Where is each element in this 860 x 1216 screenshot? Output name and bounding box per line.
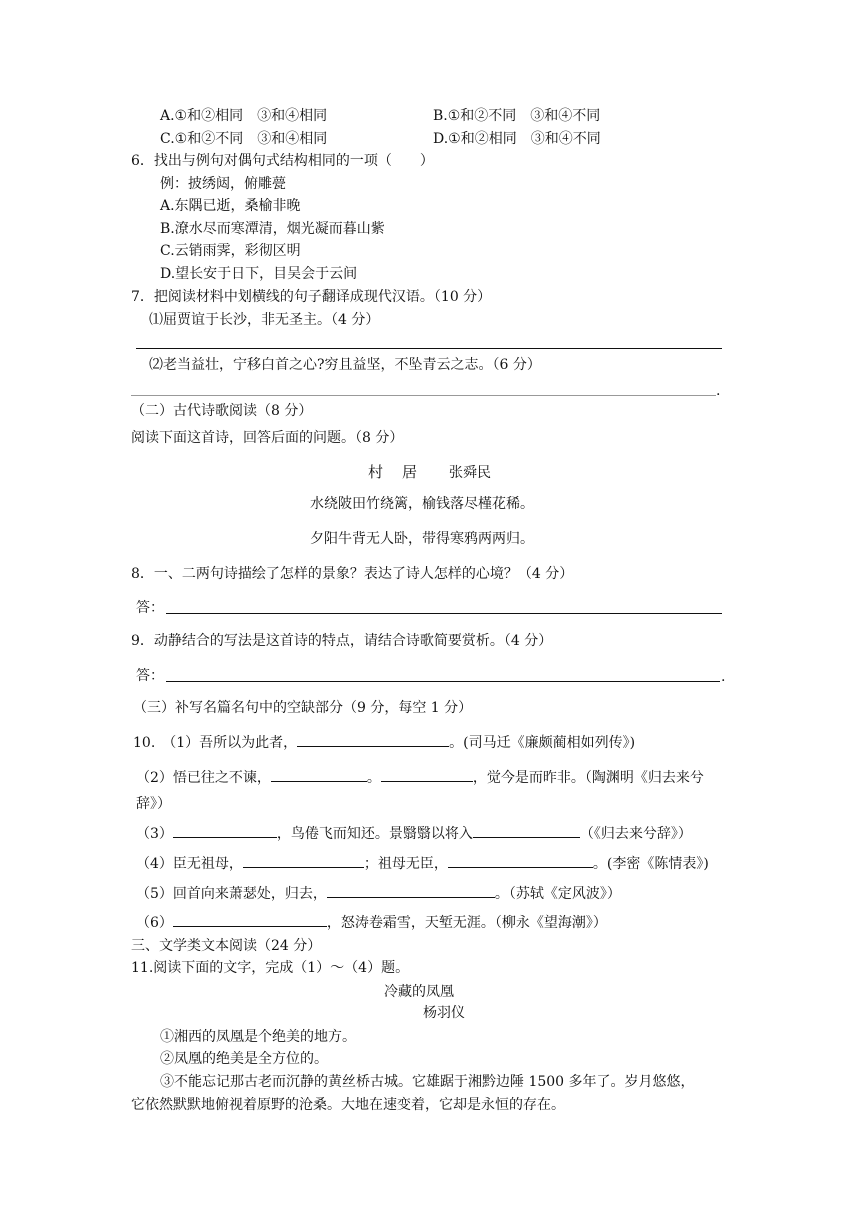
q9-answer-label: 答： bbox=[136, 668, 164, 684]
q10-line-4 bbox=[136, 853, 709, 874]
article-title: 冷藏的凤凰 bbox=[384, 984, 454, 1000]
q7-answer-line-1 bbox=[136, 348, 722, 349]
q10-blank-4[interactable] bbox=[173, 823, 277, 838]
q5-option-b: B.①和②不同 ③和④不同 bbox=[433, 108, 601, 124]
q10-line-6 bbox=[136, 912, 607, 933]
q10-line-4-text-b: ；祖母无臣， bbox=[363, 856, 448, 872]
poem-line-2: 夕阳牛背无人卧，带得寒鸦两两归。 bbox=[310, 531, 534, 547]
q8-answer-line bbox=[166, 613, 722, 614]
article-paragraph-2: ②凤凰的绝美是全方位的。 bbox=[160, 1051, 328, 1067]
q10-line-5 bbox=[136, 883, 621, 904]
article-paragraph-3-line-2: 它依然默默地俯视着原野的沧桑。大地在速变着，它却是永恒的存在。 bbox=[131, 1097, 565, 1113]
part3-heading: 三、文学类文本阅读（24 分） bbox=[131, 938, 322, 954]
q10-line-6-text-b: ，怒涛卷霜雪，天堑无涯。（柳永《望海潮》） bbox=[326, 915, 607, 931]
q5-option-a: A.①和②相同 ③和④相同 bbox=[160, 108, 328, 124]
q10-line-5-text-b: 。（苏轼《定风波》） bbox=[494, 886, 621, 902]
q10-line-5-text-a: （5）回首向来萧瑟处，归去， bbox=[136, 886, 327, 902]
q9-answer-line bbox=[166, 681, 720, 682]
q10-line-2-text-b: 。 bbox=[366, 770, 381, 786]
q8-stem: 8．一、二两句诗描绘了怎样的景象？表达了诗人怎样的心境？（4 分） bbox=[131, 566, 574, 582]
q10-line-3 bbox=[136, 823, 692, 844]
q5-option-d: D.①和②相同 ③和④不同 bbox=[433, 131, 601, 147]
q10-line-4-text-c: 。(李密《陈情表》) bbox=[592, 856, 709, 872]
q10-line-6-text-a: （6） bbox=[136, 915, 173, 931]
q10-line-2-text-c: ，觉今是而昨非。（陶渊明《归去来兮 bbox=[472, 770, 704, 786]
q10-line-3-text-b: ，鸟倦飞而知还。景翳翳以将入 bbox=[276, 826, 473, 842]
q5-option-c: C.①和②不同 ③和④相同 bbox=[160, 131, 328, 147]
article-author: 杨羽仪 bbox=[423, 1005, 465, 1021]
q10-line-1-text-a: 10. （1）吾所以为此者， bbox=[133, 735, 298, 751]
q6-option-d: D.望长安于日下，目吴会于云间 bbox=[160, 266, 358, 282]
q10-blank-9[interactable] bbox=[173, 912, 327, 927]
article-paragraph-1: ①湘西的凤凰是个绝美的地方。 bbox=[160, 1029, 356, 1045]
q7-period: . bbox=[716, 383, 721, 399]
q10-line-1-text-b: 。(司马迁《廉颇蔺相如列传》) bbox=[449, 735, 636, 751]
q6-example: 例：披绣闼，俯雕甍 bbox=[160, 176, 286, 192]
q6-option-c: C.云销雨霁，彩彻区明 bbox=[160, 243, 301, 259]
q11-stem: 11.阅读下面的文字，完成（1）～（4）题。 bbox=[131, 960, 410, 976]
poem-line-1: 水绕陂田竹绕篱，榆钱落尽槿花稀。 bbox=[310, 496, 534, 512]
q10-blank-3[interactable] bbox=[381, 767, 473, 782]
q10-line-1 bbox=[133, 732, 635, 753]
article-paragraph-3-line-1: ③不能忘记那古老而沉静的黄丝桥古城。它雄踞于湘黔边陲 1500 多年了。岁月悠悠， bbox=[160, 1074, 695, 1090]
q7-answer-line-2 bbox=[131, 395, 716, 396]
q7-stem: 7．把阅读材料中划横线的句子翻译成现代汉语。（10 分） bbox=[131, 289, 492, 305]
q10-blank-2[interactable] bbox=[271, 767, 367, 782]
q8-answer-label: 答： bbox=[136, 600, 164, 616]
q10-blank-1[interactable] bbox=[297, 732, 449, 747]
section2-intro: 阅读下面这首诗，回答后面的问题。（8 分） bbox=[131, 430, 404, 446]
q10-blank-7[interactable] bbox=[448, 853, 593, 868]
q10-line-4-text-a: （4）臣无祖母， bbox=[136, 856, 243, 872]
q10-blank-6[interactable] bbox=[243, 853, 364, 868]
q10-line-2-cont: 辞》） bbox=[136, 796, 171, 812]
q10-blank-5[interactable] bbox=[473, 823, 580, 838]
q10-line-3-text-c: （《归去来兮辞》） bbox=[579, 826, 692, 842]
q7-sub1: ⑴屈贾谊于长沙，非无圣主。（4 分） bbox=[149, 312, 380, 328]
poem-title: 村 居 bbox=[368, 463, 420, 481]
q10-line-2 bbox=[136, 767, 704, 788]
q10-line-2-text-a: （2）悟已往之不谏， bbox=[136, 770, 271, 786]
section2-heading: （二）古代诗歌阅读（8 分） bbox=[131, 403, 313, 419]
q10-line-3-text-a: （3） bbox=[136, 826, 173, 842]
section3-heading: （三）补写名篇名句中的空缺部分（9 分，每空 1 分） bbox=[133, 700, 473, 716]
q6-stem: 6．找出与例句对偶句式结构相同的一项（ ） bbox=[131, 153, 434, 169]
q9-stem: 9．动静结合的写法是这首诗的特点，请结合诗歌简要赏析。（4 分） bbox=[131, 633, 553, 649]
poem-author: 张舜民 bbox=[449, 465, 491, 481]
q9-period: . bbox=[721, 669, 726, 685]
q7-sub2: ⑵老当益壮，宁移白首之心?穷且益坚，不坠青云之志。（6 分） bbox=[149, 357, 541, 373]
q6-option-a: A.东隅已逝，桑榆非晚 bbox=[160, 198, 301, 214]
q6-option-b: B.潦水尽而寒潭清，烟光凝而暮山紫 bbox=[160, 221, 385, 237]
q10-blank-8[interactable] bbox=[327, 883, 495, 898]
